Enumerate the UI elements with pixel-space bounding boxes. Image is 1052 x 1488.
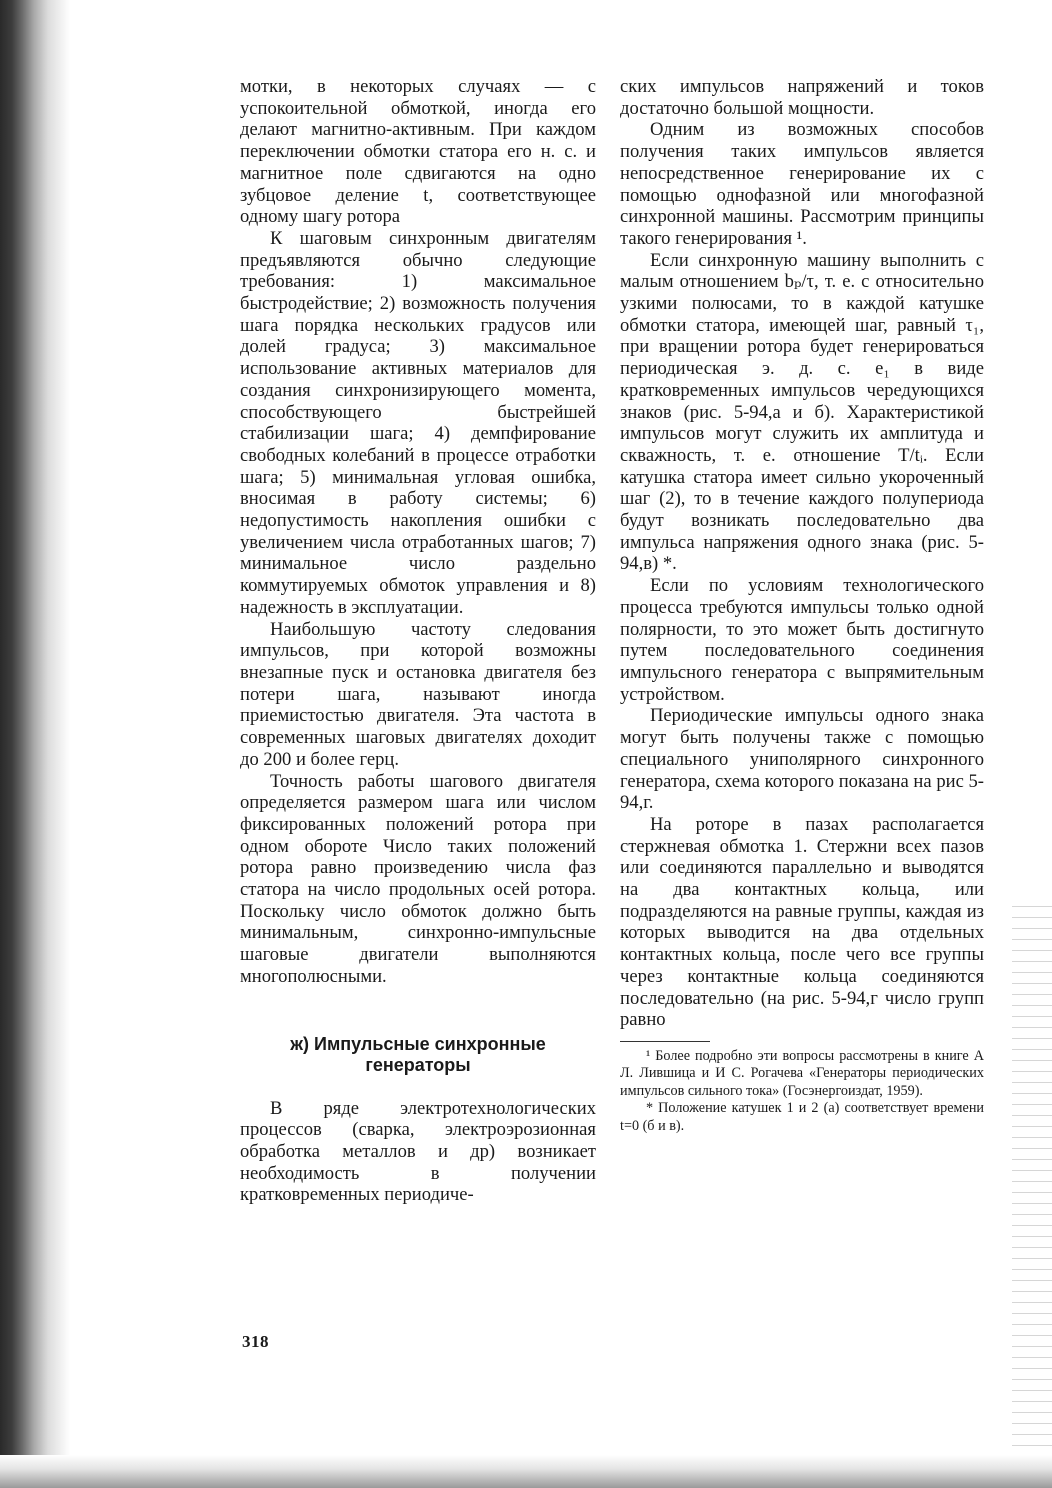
paragraph: Точность работы шагового двигателя определяется размером шага или числом фиксированных положений ротора при одном обороте Число таких положений ротора равно произведению числа фаз статора на число продольных осей ротора. Поскольку число обмоток должно быть минимальным, синхронно-импульсные шаговые двигатели выполняются многополюсными.	[240, 770, 596, 987]
scan-edge-noise	[1012, 900, 1052, 1460]
binding-shadow	[0, 0, 70, 1488]
paragraph: К шаговым синхронным двигателям предъявляются обычно следующие требования: 1) максимальное быстродействие; 2) возможность получения шага порядка нескольких градусов или долей градуса; 3) максимальное использование активных материалов для создания синхронизирующего момента, способствующего быстрейшей стабилизации шага; 4) демпфирование свободных колебаний в процессе отработки шага; 5) минимальная угловая ошибка, вносимая в работу системы; 6) недопустимость накопления ошибки с увеличением числа отработанных шагов; 7) минимальное число раздельно коммутируемых обмоток управления и 8) надежность в эксплуатации.	[240, 227, 596, 618]
footnote: * Положение катушек 1 и 2 (а) соответствует времени t=0 (б и в).	[620, 1100, 984, 1134]
right-text-column	[620, 76, 984, 1135]
footnotes	[620, 1041, 984, 1136]
footnote-divider	[620, 1041, 710, 1042]
section-heading: ж) Импульсные синхронные генераторы	[290, 1033, 546, 1075]
paragraph: мотки, в некоторых случаях — с успокоительной обмоткой, иногда его делают магнитно-активным. При каждом переключении обмотки статора его н. с. и магнитное поле сдвигаются на одно зубцовое деление t, соответствующее одному шагу ротора	[240, 76, 596, 228]
bottom-edge-shadow	[0, 1455, 1052, 1488]
paragraph: На роторе в пазах располагается стержневая обмотка 1. Стержни всех пазов или соединяются параллельно и выводятся на два контактных кольца, или подразделяются на равные группы, каждая из которых выводится на два отдельных контактных кольца, после чего все группы через контактные кольца соединяются последовательно (на рис. 5-94,г число групп равно	[620, 813, 984, 1031]
page-number: 318	[242, 1332, 269, 1351]
left-text-column	[240, 76, 596, 1206]
paragraph: В ряде электротехнологических процессов (сварка, электроэрозионная обработка металлов и др) возникает необходимость в получении кратковременных периодиче-	[240, 1097, 596, 1206]
paragraph: Одним из возможных способов получения таких импульсов является непосредственное генерирование их с помощью однофазной или многофазной синхронной машины. Рассмотрим принципы такого генерирования ¹.	[620, 119, 984, 249]
paragraph: ских импульсов напряжений и токов достаточно большой мощности.	[620, 76, 984, 119]
paragraph: Если синхронную машину выполнить с малым отношением bₚ/τ, т. е. с относительно узкими полюсами, то в каждой катушке обмотки статора, имеющей шаг, равный τ₁, при вращении ротора будет генерироваться периодическая э. д. с. e₁ в виде кратковременных импульсов чередующихся знаков (рис. 5-94,а и б). Характеристикой импульсов могут служить их амплитуда и скважность, т. е. отношение T/tᵢ. Если катушка статора имеет сильно укороченный шаг (2), то в течение каждого полупериода будут возникать последовательно два импульса напряжения одного знака (рис. 5-94,в) *.	[620, 249, 984, 575]
paragraph: Наибольшую частоту следования импульсов, при которой возможны внезапные пуск и остановка двигателя без потери шага, называют иногда приемистостью двигателя. Эта частота в современных шаговых двигателях доходит до 200 и более герц.	[240, 618, 596, 770]
paragraph: Периодические импульсы одного знака могут быть получены также с помощью специального униполярного синхронного генератора, схема которого показана на рис 5-94,г.	[620, 705, 984, 814]
footnote: ¹ Более подробно эти вопросы рассмотрены в книге А Л. Лившица и И С. Рогачева «Генераторы периодических импульсов сильного тока» (Госэнергоиздат, 1959).	[620, 1047, 984, 1099]
paragraph: Если по условиям технологического процесса требуются импульсы только одной полярности, то это может быть достигнуто путем последовательного соединения импульсного генератора с выпрямительным устройством.	[620, 575, 984, 705]
